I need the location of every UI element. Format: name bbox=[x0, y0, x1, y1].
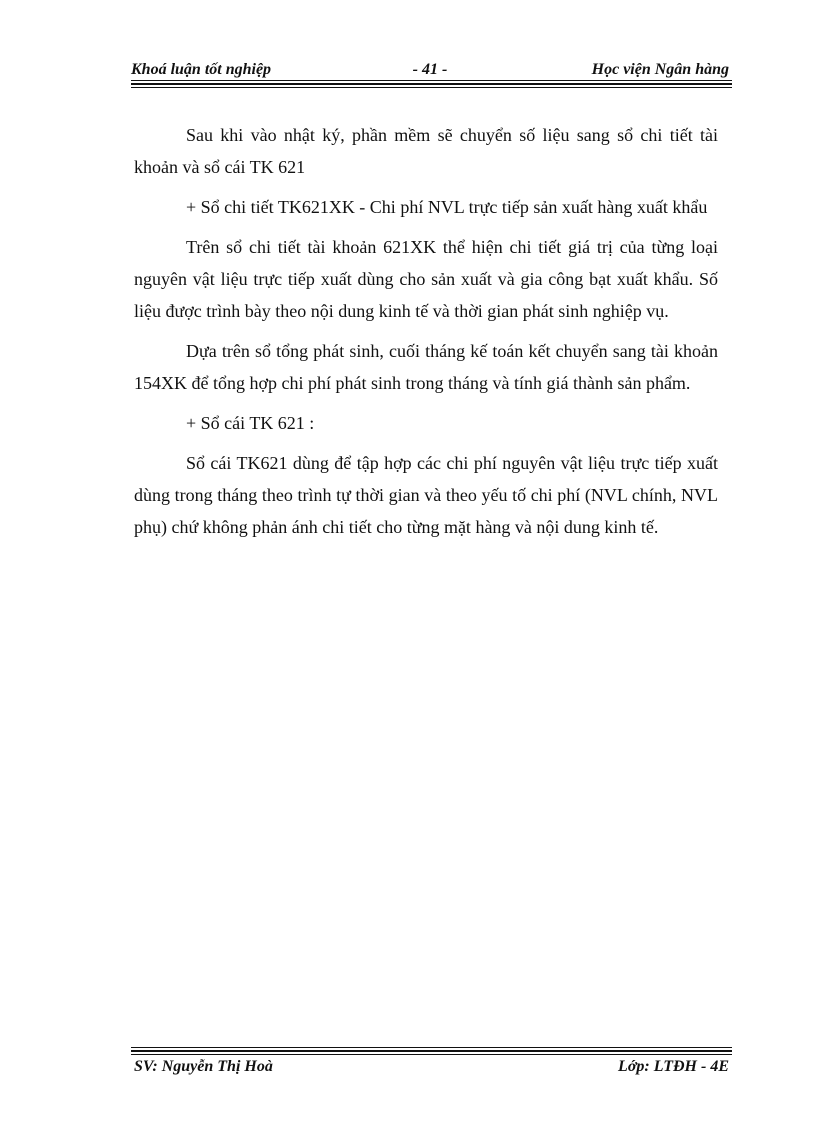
page-header bbox=[131, 58, 729, 82]
paragraph: Sau khi vào nhật ký, phần mềm sẽ chuyển số liệu sang sổ chi tiết tài khoản và sổ cái TK 621 bbox=[134, 125, 718, 177]
header-institution: Học viện Ngân hàng bbox=[591, 61, 729, 78]
footer-rule-thick bbox=[131, 1050, 732, 1052]
header-rule-thick bbox=[131, 83, 732, 85]
footer-rule-thin-top bbox=[131, 1047, 732, 1048]
header-rule-thin-top bbox=[131, 80, 732, 81]
paragraph: Trên sổ chi tiết tài khoản 621XK thể hiện chi tiết giá trị của từng loại nguyên vật liệu trực tiếp xuất dùng cho sản xuất và gia công bạt xuất khẩu. Số liệu được trình bày theo nội dung kinh tế và thời gian phát sinh nghiệp vụ. bbox=[134, 237, 718, 321]
paragraph: + Sổ chi tiết TK621XK - Chi phí NVL trực tiếp sản xuất hàng xuất khẩu bbox=[186, 197, 708, 217]
paragraph: Sổ cái TK621 dùng để tập hợp các chi phí nguyên vật liệu trực tiếp xuất dùng trong tháng theo trình tự thời gian và theo yếu tố chi phí (NVL chính, NVL phụ) chứ không phản ánh chi tiết cho từng mặt hàng và nội dung kinh tế. bbox=[134, 453, 718, 537]
page-footer bbox=[134, 1055, 729, 1079]
header-rule-thin-bottom bbox=[131, 87, 732, 88]
main-content bbox=[134, 119, 718, 551]
footer-student-name: SV: Nguyễn Thị Hoà bbox=[134, 1058, 273, 1075]
header-page-number: - 41 - bbox=[412, 61, 448, 78]
paragraph: Dựa trên sổ tổng phát sinh, cuối tháng kế toán kết chuyển sang tài khoản 154XK để tổng hợp chi phí phát sinh trong tháng và tính giá thành sản phẩm. bbox=[134, 341, 718, 393]
header-thesis-title: Khoá luận tốt nghiệp bbox=[131, 61, 272, 78]
paragraph: + Sổ cái TK 621 : bbox=[186, 413, 315, 433]
footer-class: Lớp: LTĐH - 4E bbox=[618, 1058, 729, 1075]
